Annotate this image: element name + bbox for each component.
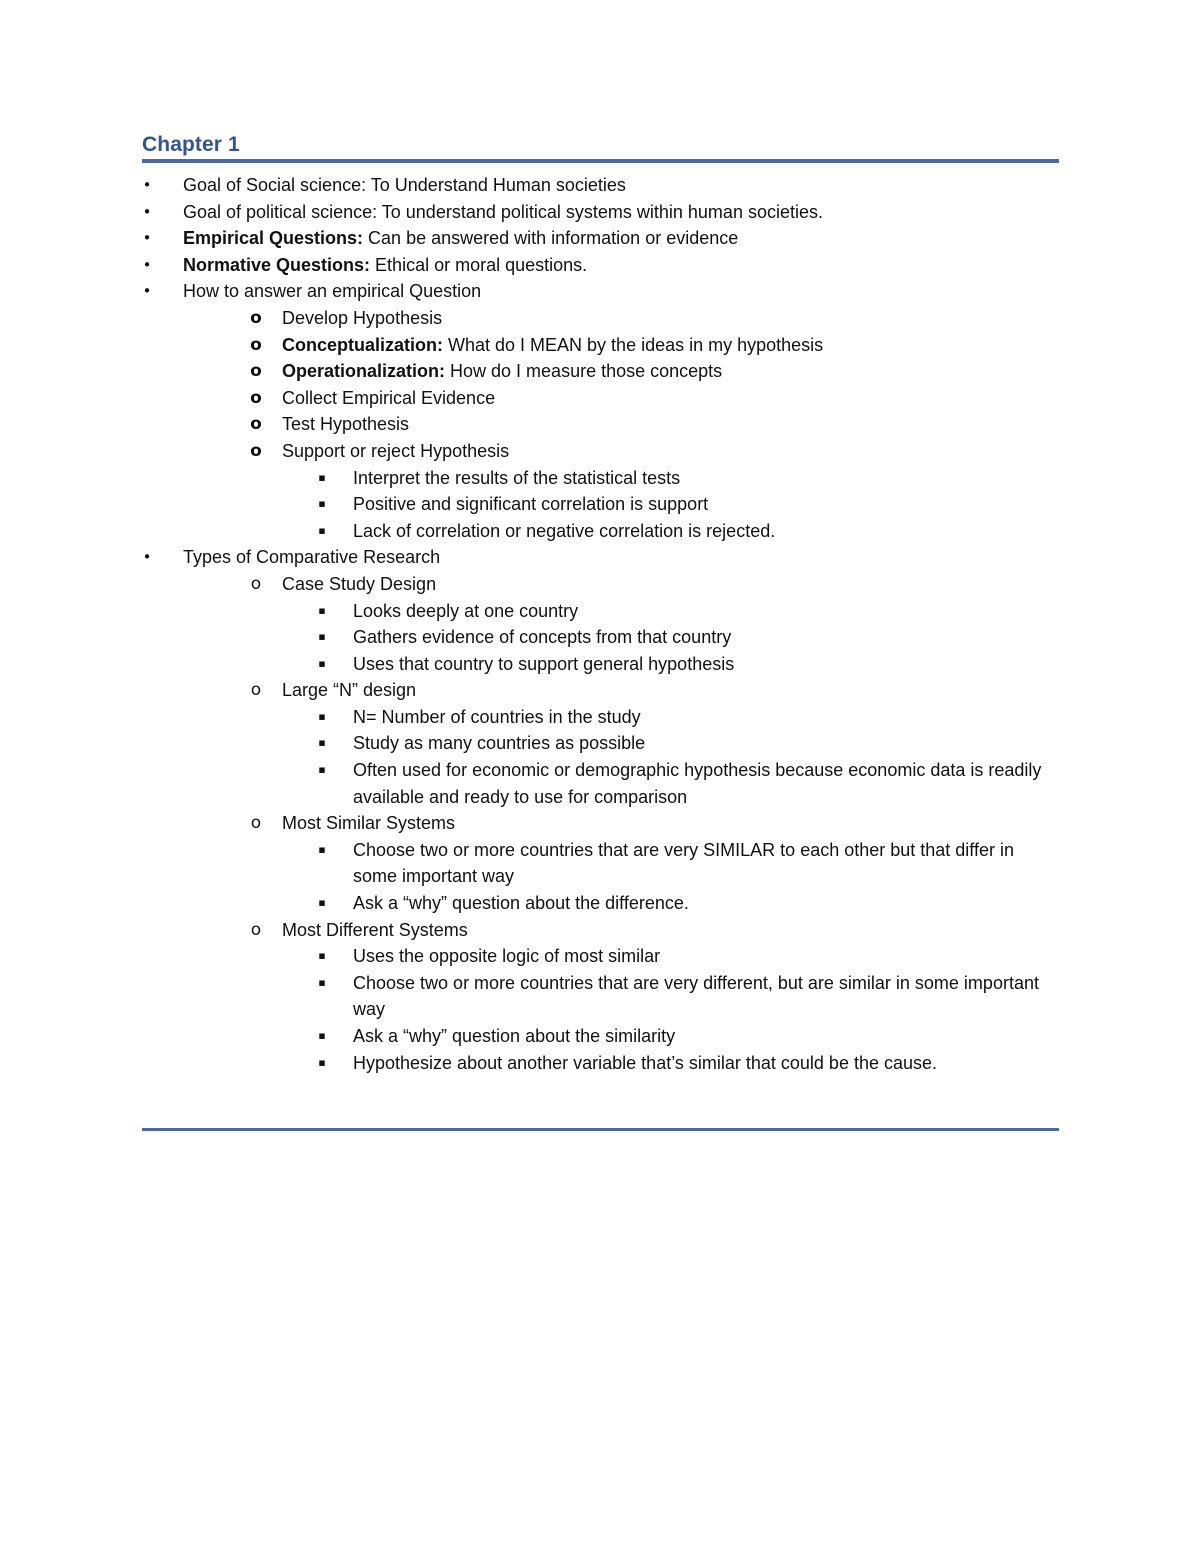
- bold-term: Operationalization:: [282, 361, 446, 382]
- item-text: Goal of political science: To understand political systems within human societies.: [183, 201, 823, 222]
- outline-item-level-3: [142, 598, 1059, 625]
- bottom-rule: [142, 1128, 1059, 1131]
- bullet-square-icon: ▪: [318, 896, 326, 910]
- chapter-title: Chapter 1: [142, 133, 240, 156]
- outline-item-level-3: [142, 1023, 1059, 1050]
- item-text: Large “N” design: [282, 680, 417, 701]
- outline-item-level-3: [142, 651, 1059, 678]
- item-text: Uses that country to support general hypothesis: [353, 653, 735, 674]
- outline-item-level-3: [142, 757, 1059, 810]
- outline-item-level-3: [142, 730, 1059, 757]
- outline-item-level-2: [142, 411, 1059, 438]
- outline-item-level-1: [142, 199, 1059, 226]
- outline-item-level-2: [142, 332, 1059, 359]
- item-text: Gathers evidence of concepts from that country: [353, 627, 732, 648]
- item-text: Hypothesize about another variable that’s similar that could be the cause.: [353, 1052, 938, 1073]
- item-text: Support or reject Hypothesis: [282, 440, 510, 461]
- bullet-square-icon: ▪: [318, 470, 326, 484]
- outline-item-level-2: [142, 677, 1059, 704]
- outline-item-level-2: [142, 571, 1059, 598]
- item-text: Interpret the results of the statistical tests: [353, 467, 681, 488]
- outline-item-level-3: [142, 1050, 1059, 1077]
- outline-item-level-3: [142, 890, 1059, 917]
- title-rule: [142, 159, 1059, 163]
- item-text: Goal of Social science: To Understand Human societies: [183, 175, 626, 195]
- bullet-disc-icon: •: [142, 282, 152, 301]
- bullet-disc-icon: •: [142, 548, 152, 567]
- bullet-square-icon: ▪: [318, 523, 326, 537]
- outline-item-level-2: [142, 917, 1059, 944]
- outline-item-level-3: [142, 943, 1059, 970]
- item-text: Ask a “why” question about the difference.: [353, 893, 689, 914]
- outline-item-level-1: [142, 278, 1059, 305]
- item-text: Develop Hypothesis: [282, 307, 443, 328]
- item-text: Lack of correlation or negative correlation is rejected.: [353, 520, 776, 541]
- item-text: How do I measure those concepts: [445, 361, 723, 382]
- bullet-square-icon: ▪: [318, 630, 326, 644]
- bullet-square-icon: ▪: [318, 1055, 326, 1069]
- bullet-circle-icon: o: [250, 680, 262, 701]
- item-text: Ask a “why” question about the similarity: [353, 1026, 676, 1046]
- item-text: Test Hypothesis: [282, 414, 410, 435]
- item-text: Can be answered with information or evidence: [363, 228, 739, 249]
- outline-item-level-3: [142, 837, 1059, 890]
- item-text: Uses the opposite logic of most similar: [353, 946, 661, 967]
- bullet-square-icon: ▪: [318, 709, 326, 723]
- bullet-disc-icon: •: [142, 255, 152, 274]
- bullet-circle-icon: o: [250, 813, 262, 834]
- item-text: Study as many countries as possible: [353, 733, 646, 754]
- outline-item-level-2: [142, 810, 1059, 837]
- bullet-circle-icon: o: [250, 361, 262, 382]
- bullet-circle-icon: o: [250, 387, 262, 408]
- outline-item-level-3: [142, 518, 1059, 545]
- bullet-circle-icon: o: [250, 440, 262, 461]
- outline-item-level-1: [142, 544, 1059, 571]
- item-text: How to answer an empirical Question: [183, 281, 482, 302]
- bullet-square-icon: ▪: [318, 949, 326, 963]
- outline-item-level-3: [142, 624, 1059, 651]
- item-text: Most Similar Systems: [282, 813, 456, 834]
- item-text: Choose two or more countries that are very SIMILAR to each other but that differ in some important way: [353, 839, 1014, 887]
- item-text: Choose two or more countries that are very different, but are similar in some important way: [353, 972, 1039, 1020]
- bullet-square-icon: ▪: [318, 763, 326, 777]
- bullet-disc-icon: •: [142, 202, 152, 221]
- bullet-square-icon: ▪: [318, 842, 326, 856]
- bullet-square-icon: ▪: [318, 736, 326, 750]
- item-text: Most Different Systems: [282, 919, 468, 940]
- bullet-square-icon: ▪: [318, 603, 326, 617]
- item-text: Types of Comparative Research: [183, 547, 441, 568]
- item-text: Looks deeply at one country: [353, 600, 579, 621]
- outline-item-level-1: [142, 225, 1059, 252]
- outline-item-level-2: [142, 305, 1059, 332]
- item-text: N= Number of countries in the study: [353, 706, 641, 727]
- chapter-outline: [142, 172, 1059, 1076]
- outline-item-level-3: [142, 704, 1059, 731]
- bullet-circle-icon: o: [250, 573, 262, 594]
- bullet-square-icon: ▪: [318, 497, 326, 511]
- outline-item-level-1: [142, 252, 1059, 279]
- item-text: What do I MEAN by the ideas in my hypothesis: [443, 334, 824, 355]
- item-text: Ethical or moral questions.: [370, 254, 588, 275]
- bold-term: Normative Questions:: [183, 254, 371, 275]
- bullet-circle-icon: o: [250, 414, 262, 435]
- item-text: Collect Empirical Evidence: [282, 387, 496, 408]
- item-text: Positive and significant correlation is support: [353, 494, 709, 515]
- bullet-circle-icon: o: [250, 919, 262, 940]
- bullet-circle-icon: o: [250, 307, 262, 328]
- bullet-disc-icon: •: [142, 176, 152, 194]
- bullet-circle-icon: o: [250, 334, 262, 355]
- bullet-square-icon: ▪: [318, 975, 326, 989]
- item-text: Often used for economic or demographic hypothesis because economic data is readily available and ready to use for comparison: [353, 760, 1042, 807]
- bold-term: Conceptualization:: [282, 334, 443, 355]
- outline-item-level-3: [142, 465, 1059, 492]
- outline-item-level-2: [142, 358, 1059, 385]
- bullet-square-icon: ▪: [318, 656, 326, 670]
- outline-item-level-2: [142, 438, 1059, 465]
- outline-item-level-3: [142, 970, 1059, 1023]
- outline-item-level-2: [142, 385, 1059, 412]
- bold-term: Empirical Questions:: [183, 228, 364, 249]
- outline-item-level-3: [142, 491, 1059, 518]
- outline-item-level-1: [142, 172, 1059, 199]
- bullet-square-icon: ▪: [318, 1029, 326, 1042]
- item-text: Case Study Design: [282, 573, 437, 594]
- bullet-disc-icon: •: [142, 229, 152, 248]
